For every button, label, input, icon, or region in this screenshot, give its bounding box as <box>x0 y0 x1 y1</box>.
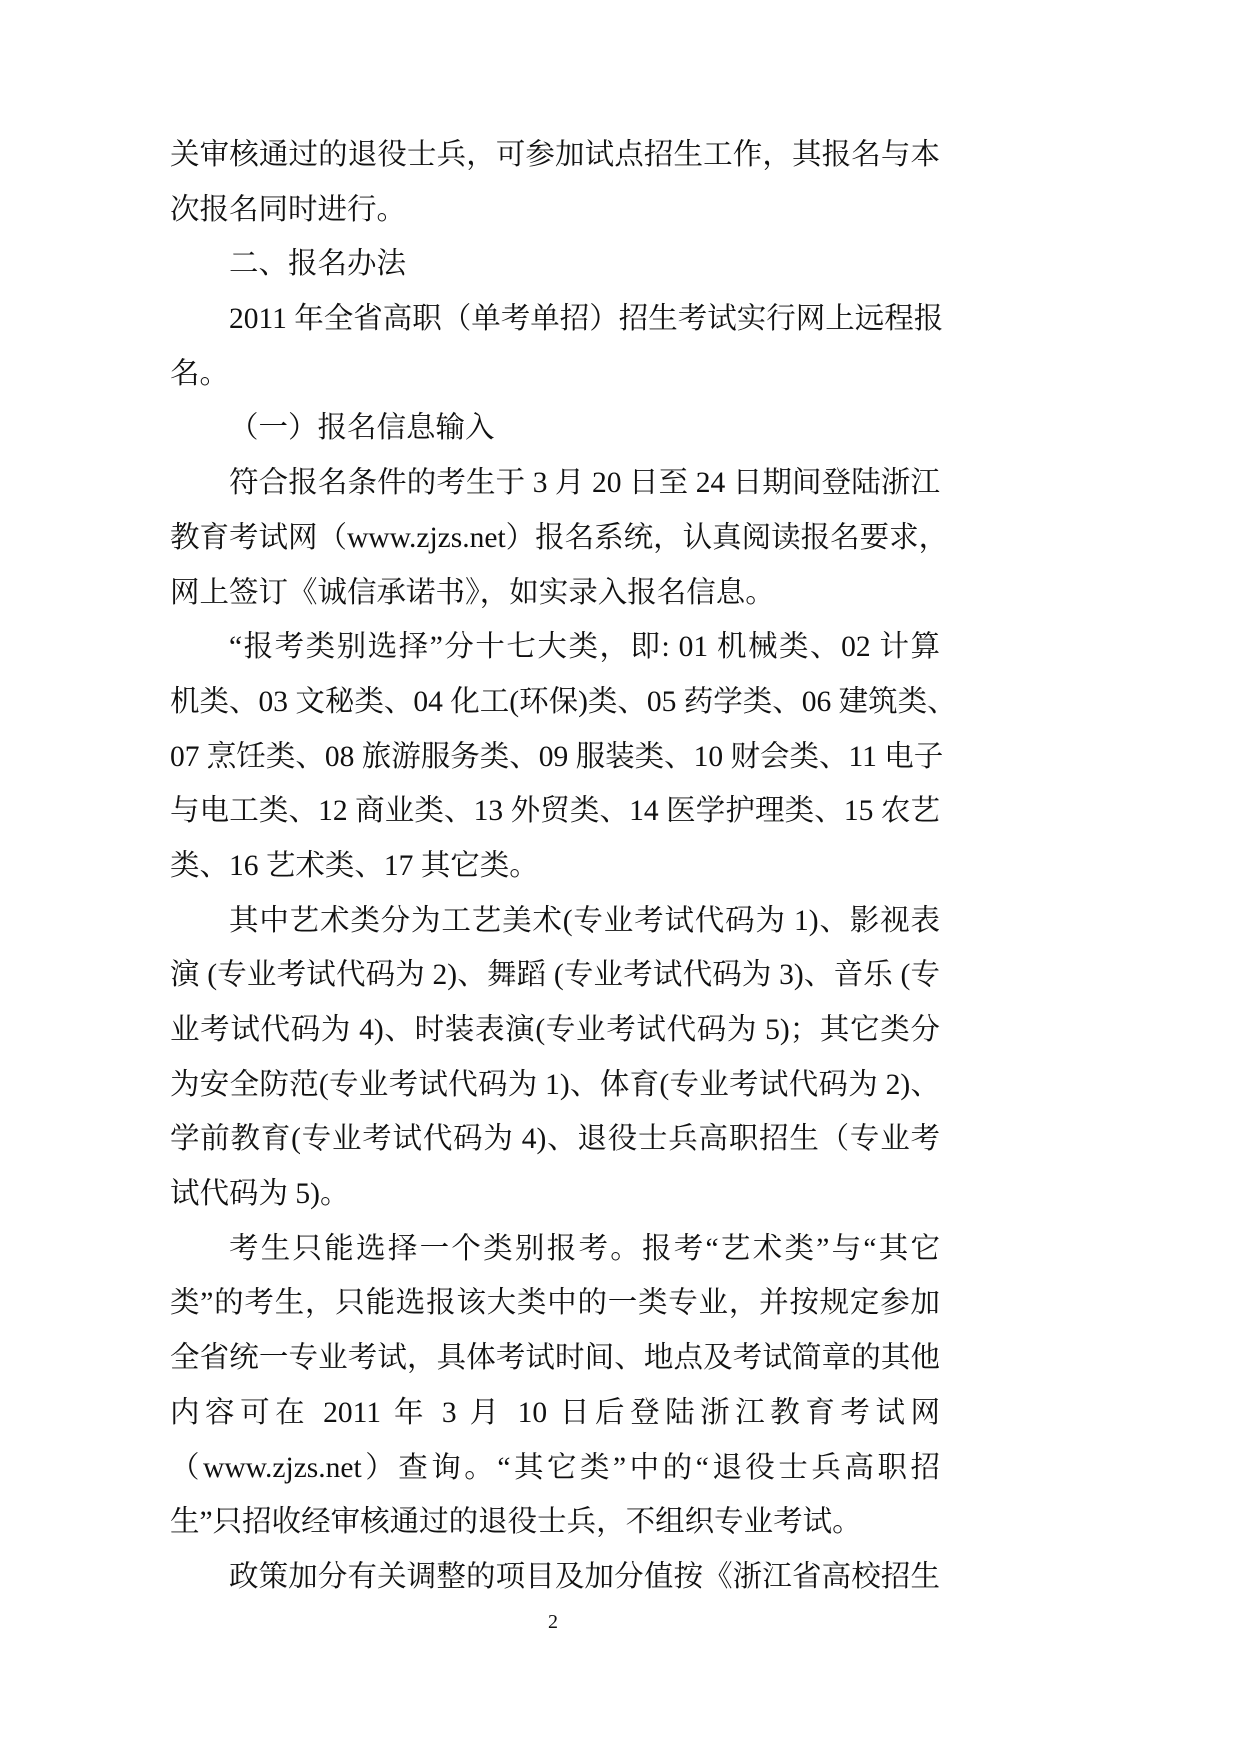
text-line: 演 (专业考试代码为 2)、舞蹈 (专业考试代码为 3)、音乐 (专 <box>170 959 940 992</box>
paragraph <box>170 620 957 893</box>
section-heading <box>170 237 940 292</box>
text-line: 生”只招收经审核通过的退役士兵，不组织专业考试。 <box>170 1506 862 1539</box>
text-line: 与电工类、12 商业类、13 外贸类、14 医学护理类、15 农艺 <box>170 795 940 828</box>
subsection-heading-text: （一）报名信息输入 <box>229 412 495 445</box>
section-heading-text: 二、报名办法 <box>229 248 407 281</box>
text-line: 网上签订《诚信承诺书》，如实录入报名信息。 <box>170 576 775 609</box>
text-line: 政策加分有关调整的项目及加分值按《浙江省高校招生 <box>229 1560 940 1593</box>
text-line: 符合报名条件的考生于 3 月 20 日至 24 日期间登陆浙江 <box>229 467 940 500</box>
text-line: 学前教育(专业考试代码为 4)、退役士兵高职招生（专业考 <box>170 1123 940 1156</box>
text-line: 关审核通过的退役士兵，可参加试点招生工作，其报名与本 <box>170 139 940 171</box>
text-line: 机类、03 文秘类、04 化工(环保)类、05 药学类、06 建筑类、 <box>170 685 957 718</box>
paragraph <box>170 1222 940 1550</box>
paragraph <box>170 894 940 1222</box>
text-line: 教育考试网（www.zjzs.net）报名系统，认真阅读报名要求， <box>170 521 949 554</box>
paragraph <box>170 128 940 237</box>
text-line: 07 烹饪类、08 旅游服务类、09 服装类、10 财会类、11 电子 <box>170 740 944 773</box>
text-line: 试代码为 5)。 <box>170 1178 350 1211</box>
body-text <box>170 128 957 1605</box>
paragraph <box>170 456 949 620</box>
text-line: 为安全防范(专业考试代码为 1)、体育(专业考试代码为 2)、 <box>170 1068 940 1101</box>
paragraph <box>170 1550 940 1605</box>
subsection-heading <box>170 401 940 456</box>
text-line: “报考类别选择”分十七大类，即: 01 机械类、02 计算 <box>229 631 940 664</box>
text-line: 2011 年全省高职（单考单招）招生考试实行网上远程报 <box>229 303 944 336</box>
text-line: 内容可在 2011 年 3 月 10 日后登陆浙江教育考试网 <box>170 1396 940 1429</box>
paragraph <box>170 292 944 401</box>
page-number: 2 <box>548 1611 558 1633</box>
text-line: 全省统一专业考试，具体考试时间、地点及考试简章的其他 <box>170 1342 940 1375</box>
text-line: （www.zjzs.net）查询。“其它类”中的“退役士兵高职招 <box>170 1451 940 1484</box>
text-line: 考生只能选择一个类别报考。报考“艺术类”与“其它 <box>229 1232 940 1265</box>
text-line: 次报名同时进行。 <box>170 193 407 226</box>
text-line: 类、16 艺术类、17 其它类。 <box>170 849 539 882</box>
text-line: 业考试代码为 4)、时装表演(专业考试代码为 5)；其它类分 <box>170 1014 940 1046</box>
text-line: 其中艺术类分为工艺美术(专业考试代码为 1)、影视表 <box>229 904 940 937</box>
text-line: 类”的考生，只能选报该大类中的一类专业，并按规定参加 <box>170 1287 940 1320</box>
text-line: 名。 <box>170 357 230 390</box>
